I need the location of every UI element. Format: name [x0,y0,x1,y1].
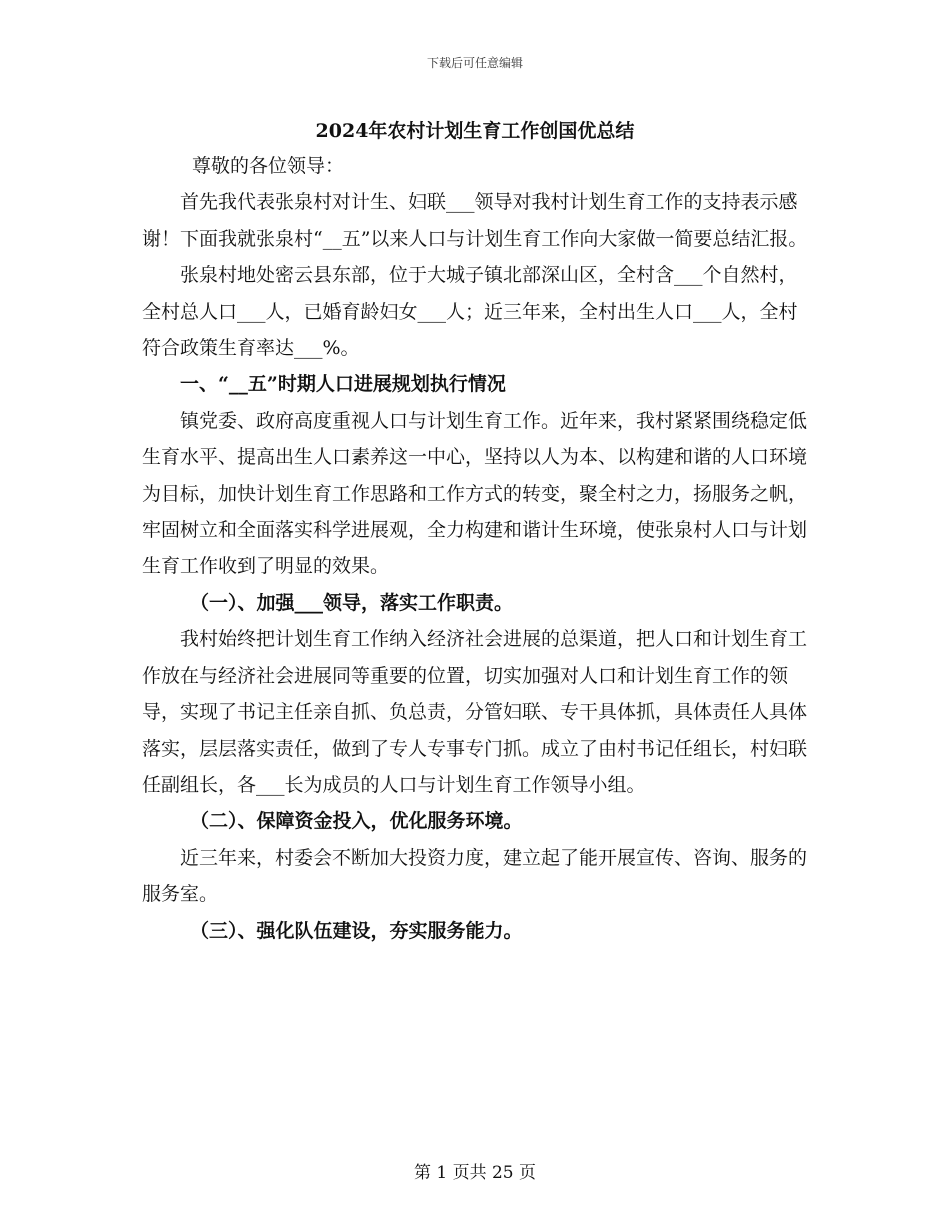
page-footer: 第 1 页共 25 页 [413,1163,537,1183]
paragraph-intro: 首先我代表张泉村对计生、妇联___领导对我村计划生育工作的支持表示感谢！下面我就张泉村“__五”以来人口与计划生育工作向大家做一简要总结汇报。 [142,191,808,250]
paragraph-village-overview: 张泉村地处密云县东部，位于大城子镇北部深山区，全村含___个自然村，全村总人口___人，已婚育龄妇女___人；近三年来，全村出生人口___人，全村符合政策生育率达___%。 [142,264,798,360]
section-heading-1: 一、“__五”时期人口进展规划执行情况 [180,373,506,396]
greeting: 尊敬的各位领导： [192,155,345,177]
paragraph-section-1: 镇党委、政府高度重视人口与计划生育工作。近年来，我村紧紧围绕稳定低生育水平、提高出生人口素养这一中心，坚持以人为本、以构建和谐的人口环境为目标，加快计划生育工作思路和工作方式的转变，聚全村之力，扬服务之帆，牢固树立和全面落实科学进展观，全力构建和谐计生环境，使张泉村人口与计划生育工作收到了明显的效果。 [142,409,808,578]
subsection-heading-2: （二）、保障资金投入，优化服务环境。 [190,810,523,833]
page-header: 下载后可任意编辑 [426,56,523,70]
subsection-heading-1: （一）、加强___领导，落实工作职责。 [190,591,514,614]
subsection-heading-3: （三）、强化队伍建设，夯实服务能力。 [190,919,523,942]
paragraph-subsection-1: 我村始终把计划生育工作纳入经济社会进展的总渠道，把人口和计划生育工作放在与经济社会进展同等重要的位置，切实加强对人口和计划生育工作的领导，实现了书记主任亲自抓、负总责，分管妇联、专干具体抓，具体责任人具体落实，层层落实责任，做到了专人专事专门抓。成立了由村书记任组长，村妇联任副组长，各___长为成员的人口与计划生育工作领导小组。 [142,628,808,796]
document-body [142,148,808,949]
document-title: 2024年农村计划生育工作创国优总结 [315,120,635,142]
paragraph-subsection-2: 近三年来，村委会不断加大投资力度，建立起了能开展宣传、咨询、服务的服务室。 [142,846,808,906]
